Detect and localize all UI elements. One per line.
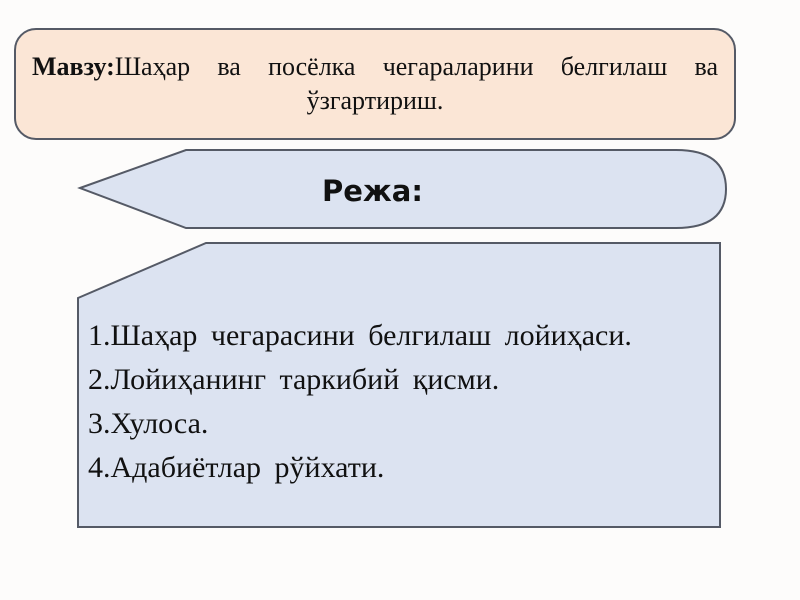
- plan-item: 3.Хулоса.: [88, 407, 209, 440]
- topic-title: Шаҳар ва посёлка чегараларини белгилаш ва ўзгартириш.: [114, 52, 718, 115]
- plan-item: 4.Адабиётлар рўйхати.: [88, 451, 385, 484]
- plan-heading: Режа:: [322, 174, 423, 208]
- plan-list: [88, 314, 708, 490]
- plan-item: 1.Шаҳар чегарасини белгилаш лойиҳаси.: [88, 319, 632, 352]
- topic-label: Мавзу:: [32, 52, 115, 81]
- plan-item: 2.Лойиҳанинг таркибий қисми.: [88, 363, 500, 396]
